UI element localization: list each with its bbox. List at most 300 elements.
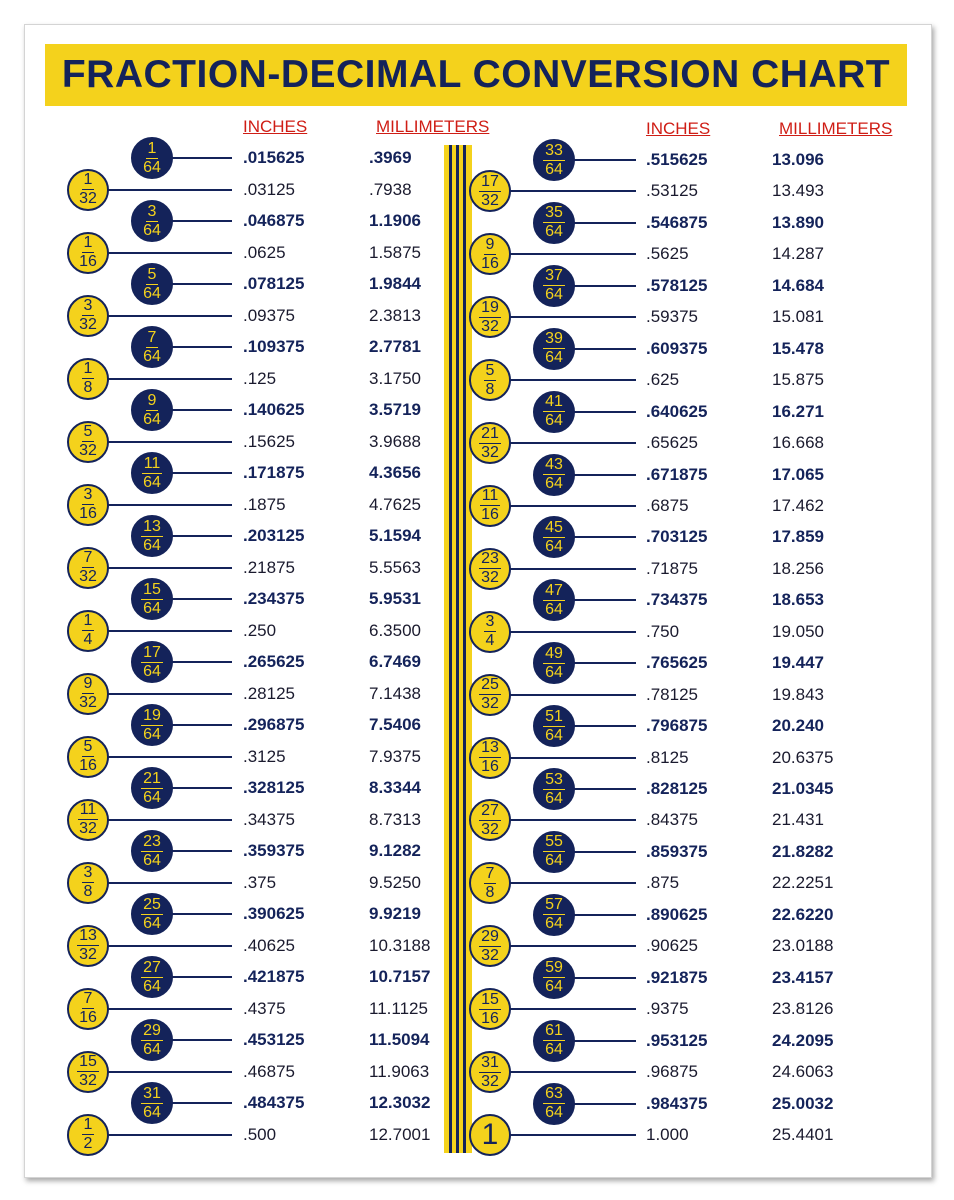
leader-line (573, 222, 636, 224)
center-divider-line-middle (456, 145, 459, 1153)
leader-line (171, 1102, 232, 1104)
millimeters-value: 4.7625 (369, 494, 421, 514)
leader-line (171, 157, 232, 159)
leader-line (509, 694, 636, 696)
fraction (79, 550, 97, 585)
fraction (77, 928, 99, 963)
inches-value: .9375 (646, 999, 689, 1019)
fraction-denominator: 32 (481, 443, 499, 461)
fraction (543, 268, 565, 303)
fraction (484, 363, 497, 398)
fraction-numerator: 3 (83, 486, 93, 503)
fraction-badge (469, 737, 511, 779)
fraction (79, 676, 97, 711)
inches-value: .671875 (646, 464, 708, 484)
millimeters-value: 20.6375 (772, 747, 834, 767)
fraction (141, 645, 163, 680)
fraction-denominator: 64 (143, 788, 161, 806)
inches-value: .375 (243, 872, 277, 892)
inches-value: .0625 (243, 242, 286, 262)
fraction (141, 519, 163, 554)
fraction-numerator: 19 (143, 706, 161, 724)
leader-line (171, 976, 232, 978)
fraction-numerator: 27 (143, 958, 161, 976)
inches-value: .546875 (646, 212, 708, 232)
fraction (79, 235, 97, 270)
fraction-badge (533, 894, 575, 936)
millimeters-value: 23.0188 (772, 936, 834, 956)
millimeters-value: 8.7313 (369, 809, 421, 829)
fraction (79, 487, 97, 522)
fraction-numerator: 57 (545, 896, 563, 914)
millimeters-value: 21.8282 (772, 841, 834, 861)
fraction-numerator: 7 (83, 549, 93, 566)
millimeters-value: .7938 (369, 179, 412, 199)
inches-value: .828125 (646, 779, 708, 798)
fraction-numerator: 1 (83, 1116, 93, 1133)
leader-line (573, 474, 636, 476)
fraction (141, 582, 163, 617)
fraction-badge (469, 1051, 511, 1093)
leader-line (171, 1039, 232, 1041)
leader-line (107, 189, 232, 191)
fraction-numerator: 49 (545, 644, 563, 662)
leader-line (107, 252, 232, 254)
leader-line (509, 757, 636, 759)
inches-value: .90625 (646, 936, 698, 956)
fraction-denominator: 64 (143, 221, 161, 239)
fraction (143, 330, 161, 365)
fraction-badge (131, 515, 173, 557)
fraction-denominator: 64 (143, 725, 161, 743)
fraction-denominator: 64 (545, 223, 563, 241)
fraction (79, 739, 97, 774)
millimeters-value: 5.1594 (369, 526, 421, 545)
fraction (484, 614, 497, 649)
leader-line (509, 1134, 636, 1136)
fraction (479, 992, 501, 1027)
fraction-badge (533, 642, 575, 684)
fraction-numerator: 59 (545, 959, 563, 977)
millimeters-value: 11.9063 (369, 1061, 430, 1081)
leader-line (107, 1008, 232, 1010)
fraction-numerator: 17 (143, 643, 161, 661)
fraction-denominator: 8 (485, 380, 495, 398)
fraction-denominator: 64 (143, 473, 161, 491)
fraction-numerator: 21 (143, 769, 161, 787)
millimeters-value: 2.7781 (369, 337, 421, 356)
fraction-numerator: 25 (481, 676, 499, 694)
fraction-badge (131, 893, 173, 935)
fraction-numerator: 5 (83, 738, 93, 755)
fraction (79, 991, 97, 1026)
fraction (479, 174, 501, 209)
fraction-numerator: 15 (143, 580, 161, 598)
fraction (479, 740, 501, 775)
fraction-badge (533, 139, 575, 181)
leader-line (107, 630, 232, 632)
inches-value: .34375 (243, 809, 295, 829)
fraction-badge (469, 485, 511, 527)
fraction-numerator: 19 (481, 298, 499, 316)
millimeters-value: 9.1282 (369, 841, 421, 860)
fraction-denominator: 32 (481, 946, 499, 964)
leader-line (107, 945, 232, 947)
fraction-numerator: 35 (545, 204, 563, 222)
inches-value: .859375 (646, 841, 708, 861)
millimeters-value: 21.0345 (772, 779, 834, 798)
millimeters-value: .3969 (369, 148, 412, 167)
inches-value: .265625 (243, 652, 305, 671)
title-banner (45, 44, 907, 106)
inches-value: .390625 (243, 904, 305, 923)
fraction-badge (469, 674, 511, 716)
fraction (141, 1023, 163, 1058)
fraction (82, 613, 95, 648)
fraction (141, 960, 163, 995)
fraction-denominator: 32 (79, 820, 97, 837)
fraction-denominator: 64 (143, 599, 161, 617)
millimeters-value: 22.6220 (772, 904, 834, 924)
fraction-badge (131, 830, 173, 872)
fraction-denominator: 64 (545, 475, 563, 492)
millimeters-value: 16.271 (772, 401, 824, 421)
inches-value: .84375 (646, 810, 698, 830)
fraction-badge (469, 296, 511, 338)
millimeters-value: 13.493 (772, 181, 824, 201)
millimeters-value: 1.9844 (369, 274, 421, 293)
millimeters-value: 1.1906 (369, 211, 421, 230)
fraction-denominator: 8 (83, 379, 93, 396)
fraction (543, 1023, 565, 1058)
fraction (480, 488, 501, 523)
fraction-denominator: 4 (485, 632, 495, 650)
leader-line (171, 472, 232, 474)
fraction-denominator: 64 (545, 600, 563, 618)
fraction-badge (533, 391, 575, 433)
leader-line (509, 379, 636, 381)
inches-value: .984375 (646, 1093, 708, 1113)
fraction-badge (131, 263, 173, 305)
millimeters-value: 3.5719 (369, 400, 421, 419)
leader-line (509, 190, 636, 192)
fraction (142, 456, 163, 491)
fraction-numerator: 1 (83, 171, 93, 188)
fraction (141, 834, 163, 869)
fraction-numerator: 11 (481, 487, 499, 505)
fraction (543, 646, 565, 681)
center-divider-line-left (449, 145, 452, 1153)
fraction (479, 1055, 501, 1090)
left-millimeters-header: MILLIMETERS (376, 117, 490, 136)
fraction (479, 803, 501, 838)
fraction-numerator: 1 (147, 139, 157, 157)
fraction-denominator: 32 (79, 190, 97, 207)
inches-value: .328125 (243, 778, 305, 797)
inches-value: .453125 (243, 1030, 305, 1049)
fraction-badge (131, 641, 173, 683)
leader-line (573, 536, 636, 538)
leader-line (573, 348, 636, 350)
fraction-badge (131, 326, 173, 368)
inches-value: .125 (243, 368, 277, 388)
millimeters-value: 12.7001 (369, 1124, 431, 1144)
millimeters-value: 25.4401 (772, 1124, 834, 1144)
fraction-numerator: 33 (545, 141, 563, 159)
fraction-numerator: 9 (147, 391, 157, 409)
fraction-badge (533, 202, 575, 244)
fraction-badge (131, 1082, 173, 1124)
inches-value: .6875 (646, 495, 689, 515)
fraction-denominator: 64 (143, 1040, 161, 1058)
fraction-numerator: 1 (83, 234, 93, 251)
fraction-denominator: 16 (481, 758, 499, 776)
leader-line (573, 725, 636, 727)
fraction-denominator: 64 (545, 537, 563, 555)
inches-value: .65625 (646, 433, 698, 453)
inches-value: .296875 (243, 715, 305, 734)
fraction-badge (533, 957, 575, 999)
fraction-badge (67, 988, 109, 1030)
inches-value: .921875 (646, 967, 708, 987)
millimeters-value: 16.668 (772, 433, 824, 453)
leader-line (107, 504, 232, 506)
fraction-numerator: 55 (545, 833, 563, 851)
inches-value: .515625 (646, 150, 708, 169)
leader-line (573, 851, 636, 853)
inches-value: .53125 (646, 181, 698, 201)
inches-value: .953125 (646, 1030, 708, 1050)
fraction-denominator: 16 (481, 506, 499, 524)
fraction-denominator: 64 (545, 978, 563, 996)
millimeters-value: 13.890 (772, 212, 824, 232)
fraction-badge (67, 799, 109, 841)
fraction-denominator: 64 (545, 789, 563, 807)
fraction (79, 298, 97, 333)
fraction-badge (469, 548, 511, 590)
fraction-denominator: 64 (143, 662, 161, 680)
millimeters-value: 3.9688 (369, 431, 421, 451)
fraction-badge (469, 359, 511, 401)
fraction (543, 772, 565, 807)
fraction (543, 834, 565, 869)
fraction-numerator: 9 (83, 675, 93, 692)
fraction-badge (67, 736, 109, 778)
leader-line (107, 315, 232, 317)
leader-line (107, 1134, 232, 1136)
inches-value: .40625 (243, 935, 295, 955)
fraction-badge (533, 1083, 575, 1125)
fraction-badge (131, 137, 173, 179)
leader-line (573, 1103, 636, 1105)
millimeters-value: 4.3656 (369, 463, 421, 482)
fraction-numerator: 1 (83, 612, 93, 629)
fraction-denominator: 64 (545, 726, 563, 744)
fraction-numerator: 27 (481, 801, 499, 819)
millimeters-value: 6.3500 (369, 620, 421, 640)
fraction-denominator: 16 (79, 757, 97, 774)
fraction-denominator: 16 (481, 254, 499, 272)
millimeters-value: 5.5563 (369, 557, 421, 577)
millimeters-value: 15.478 (772, 338, 824, 358)
leader-line (509, 442, 636, 444)
inches-value: .703125 (646, 527, 708, 547)
leader-line (171, 850, 232, 852)
fraction-denominator: 64 (545, 663, 563, 681)
inches-value: .09375 (243, 305, 295, 325)
millimeters-value: 17.462 (772, 495, 824, 515)
fraction-numerator: 11 (143, 454, 161, 472)
millimeters-value: 10.7157 (369, 967, 431, 986)
millimeters-value: 14.684 (772, 275, 824, 295)
inches-value: .171875 (243, 463, 305, 482)
fraction-badge (533, 705, 575, 747)
fraction (79, 424, 97, 459)
fraction-badge (67, 358, 109, 400)
leader-line (509, 631, 636, 633)
fraction-denominator: 8 (83, 883, 93, 900)
fraction-numerator: 61 (545, 1022, 563, 1040)
millimeters-value: 23.8126 (772, 999, 834, 1019)
leader-line (509, 568, 636, 570)
fraction-badge (533, 328, 575, 370)
inches-value: .609375 (646, 338, 708, 358)
fraction-numerator: 31 (143, 1084, 161, 1102)
millimeters-value: 19.843 (772, 684, 824, 704)
fraction-denominator: 64 (545, 1104, 563, 1121)
inches-value: .71875 (646, 558, 698, 578)
fraction-badge (131, 767, 173, 809)
fraction-numerator: 29 (481, 927, 499, 945)
fraction (543, 205, 565, 240)
millimeters-value: 10.3188 (369, 935, 431, 955)
fraction-numerator: 15 (481, 990, 499, 1008)
millimeters-value: 17.065 (772, 464, 824, 484)
inches-value: .109375 (243, 337, 305, 356)
fraction-numerator: 23 (143, 832, 161, 850)
fraction (479, 300, 501, 335)
fraction-denominator: 16 (481, 1009, 499, 1027)
inches-value: 1.000 (646, 1124, 689, 1144)
fraction-badge (131, 578, 173, 620)
fraction-badge (469, 422, 511, 464)
inches-value: .03125 (243, 179, 295, 199)
fraction-badge (67, 232, 109, 274)
fraction-denominator: 64 (545, 915, 563, 933)
fraction (82, 1117, 95, 1152)
fraction-badge (67, 673, 109, 715)
inches-value: .578125 (646, 275, 708, 295)
fraction (77, 1054, 99, 1089)
fraction-numerator: 43 (545, 456, 563, 473)
inches-value: .3125 (243, 746, 286, 766)
millimeters-value: 24.2095 (772, 1030, 834, 1050)
fraction-numerator: 13 (481, 739, 499, 757)
whole-number: 1 (481, 1117, 499, 1151)
leader-line (107, 1071, 232, 1073)
fraction (543, 960, 565, 995)
leader-line (171, 346, 232, 348)
fraction-badge (131, 200, 173, 242)
fraction-denominator: 64 (545, 286, 563, 304)
leader-line (509, 819, 636, 821)
fraction-badge (533, 1020, 575, 1062)
fraction (143, 204, 161, 239)
inches-value: .28125 (243, 683, 295, 703)
fraction (543, 520, 565, 555)
fraction-denominator: 16 (79, 1009, 97, 1026)
inches-value: .78125 (646, 684, 698, 704)
fraction-numerator: 3 (485, 613, 495, 631)
fraction-denominator: 4 (83, 631, 93, 648)
fraction-numerator: 47 (545, 581, 563, 599)
fraction-badge (533, 579, 575, 621)
millimeters-value: 21.431 (772, 810, 824, 830)
fraction-numerator: 41 (545, 393, 563, 411)
fraction-numerator: 1 (83, 360, 93, 377)
fraction-badge (469, 988, 511, 1030)
millimeters-value: 15.081 (772, 307, 824, 327)
leader-line (107, 567, 232, 569)
fraction-badge (469, 611, 511, 653)
fraction-numerator: 45 (545, 518, 563, 536)
fraction-denominator: 64 (545, 412, 563, 430)
fraction-badge (67, 547, 109, 589)
inches-value: .203125 (243, 526, 305, 545)
fraction-numerator: 5 (485, 361, 495, 379)
fraction (543, 583, 565, 618)
leader-line (171, 535, 232, 537)
inches-value: .21875 (243, 557, 295, 577)
right-inches-header: INCHES (646, 119, 711, 138)
millimeters-value: 11.5094 (369, 1030, 430, 1049)
fraction-badge (131, 1019, 173, 1061)
inches-value: .875 (646, 873, 680, 893)
millimeters-value: 19.050 (772, 621, 824, 641)
fraction-denominator: 16 (79, 505, 97, 522)
fraction (141, 897, 163, 932)
millimeters-value: 19.447 (772, 653, 824, 673)
inches-value: .734375 (646, 590, 708, 610)
millimeters-value: 7.9375 (369, 746, 421, 766)
leader-line (171, 913, 232, 915)
fraction-denominator: 64 (143, 851, 161, 869)
fraction-numerator: 53 (545, 770, 563, 788)
fraction (479, 551, 501, 586)
fraction-denominator: 64 (143, 536, 161, 554)
millimeters-value: 1.5875 (369, 242, 421, 262)
fraction-numerator: 51 (545, 707, 563, 725)
leader-line (171, 787, 232, 789)
fraction-badge (533, 454, 575, 496)
fraction-denominator: 64 (545, 349, 563, 367)
leader-line (171, 283, 232, 285)
inches-value: .4375 (243, 998, 286, 1018)
fraction (543, 897, 565, 932)
leader-line (171, 724, 232, 726)
millimeters-value: 24.6063 (772, 1062, 834, 1082)
fraction-badge (67, 421, 109, 463)
leader-line (573, 914, 636, 916)
fraction-denominator: 32 (79, 1072, 97, 1089)
fraction-badge (533, 265, 575, 307)
leader-line (509, 253, 636, 255)
inches-value: .890625 (646, 904, 708, 924)
leader-line (573, 159, 636, 161)
fraction-denominator: 32 (481, 191, 499, 209)
fraction-numerator: 37 (545, 267, 563, 285)
leader-line (573, 977, 636, 979)
